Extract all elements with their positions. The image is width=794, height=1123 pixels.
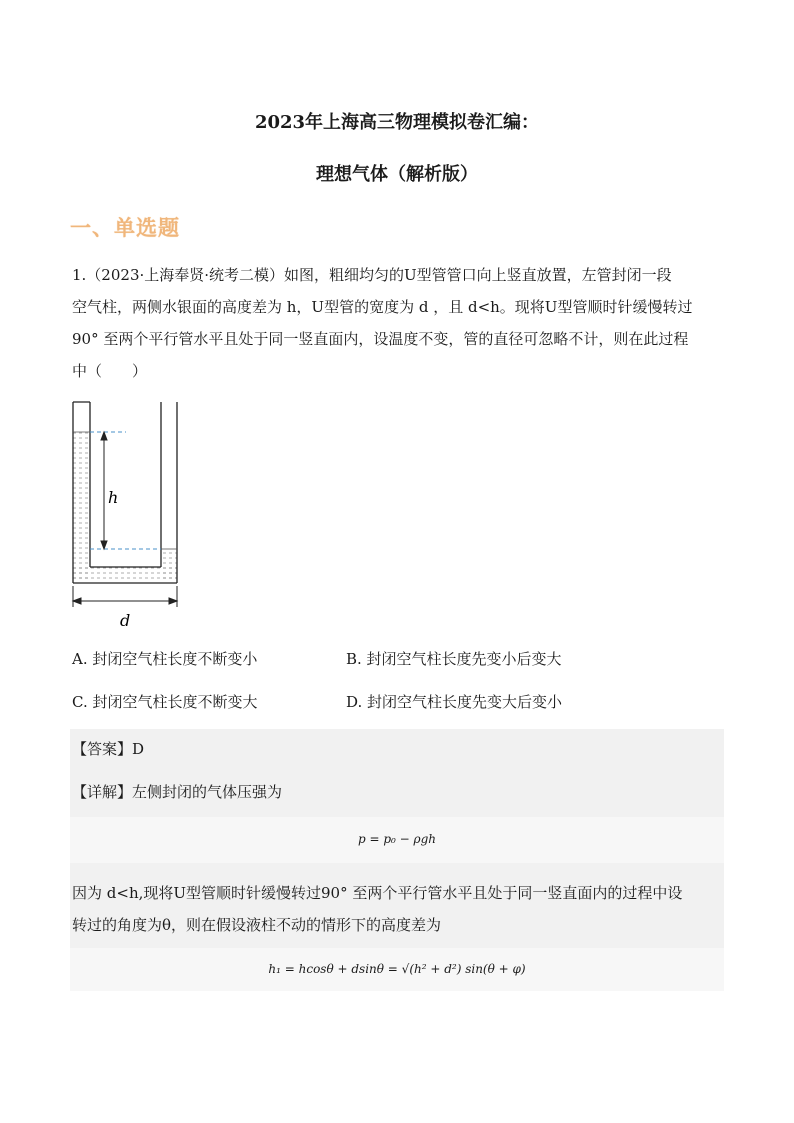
answer-line: 【答案】D <box>72 740 145 758</box>
section-heading: 一、单选题 <box>70 215 180 240</box>
question-line-1: 1.（2023·上海奉贤·统考二模）如图，粗细均匀的U型管管口向上竖直放置，左管封闭一段 <box>72 266 672 284</box>
paper-subtitle: 理想气体（解析版） <box>316 164 478 185</box>
h-dimension-arrow <box>101 432 107 549</box>
d-dimension-arrow <box>73 586 177 607</box>
formula-height-difference: h₁ = hcosθ + dsinθ = √(h² + d²) sin(θ + φ) <box>268 962 526 976</box>
d-label: d <box>120 611 131 630</box>
paper-title: 2023年上海高三物理模拟卷汇编： <box>254 112 540 133</box>
choice-b[interactable]: B. 封闭空气柱长度先变小后变大 <box>346 650 562 668</box>
choice-d[interactable]: D. 封闭空气柱长度先变大后变小 <box>346 693 563 711</box>
h-label: h <box>108 488 119 507</box>
formula-pressure: p = p₀ − ρgh <box>357 832 436 846</box>
explanation-line-1: 因为 d<h,现将U型管顺时针缓慢转过90° 至两个平行管水平且处于同一竖直面内的过程中设 <box>72 884 683 902</box>
detail-line: 【详解】左侧封闭的气体压强为 <box>72 783 283 801</box>
explanation-line-2: 转过的角度为θ，则在假设液柱不动的情形下的高度差为 <box>72 916 442 934</box>
u-tube-figure <box>66 396 196 636</box>
choice-c[interactable]: C. 封闭空气柱长度不断变大 <box>72 693 258 711</box>
mercury-right <box>161 549 177 583</box>
question-line-2: 空气柱，两侧水银面的高度差为 h，U型管的宽度为 d ，且 d<h。现将U型管顺时针缓慢转过 <box>72 298 693 316</box>
question-line-3: 90° 至两个平行管水平且处于同一竖直面内，设温度不变，管的直径可忽略不计，则在此过程 <box>72 330 689 348</box>
mercury-left <box>73 432 90 583</box>
question-line-4: 中（ ） <box>72 362 148 380</box>
choice-a[interactable]: A. 封闭空气柱长度不断变小 <box>72 650 258 668</box>
